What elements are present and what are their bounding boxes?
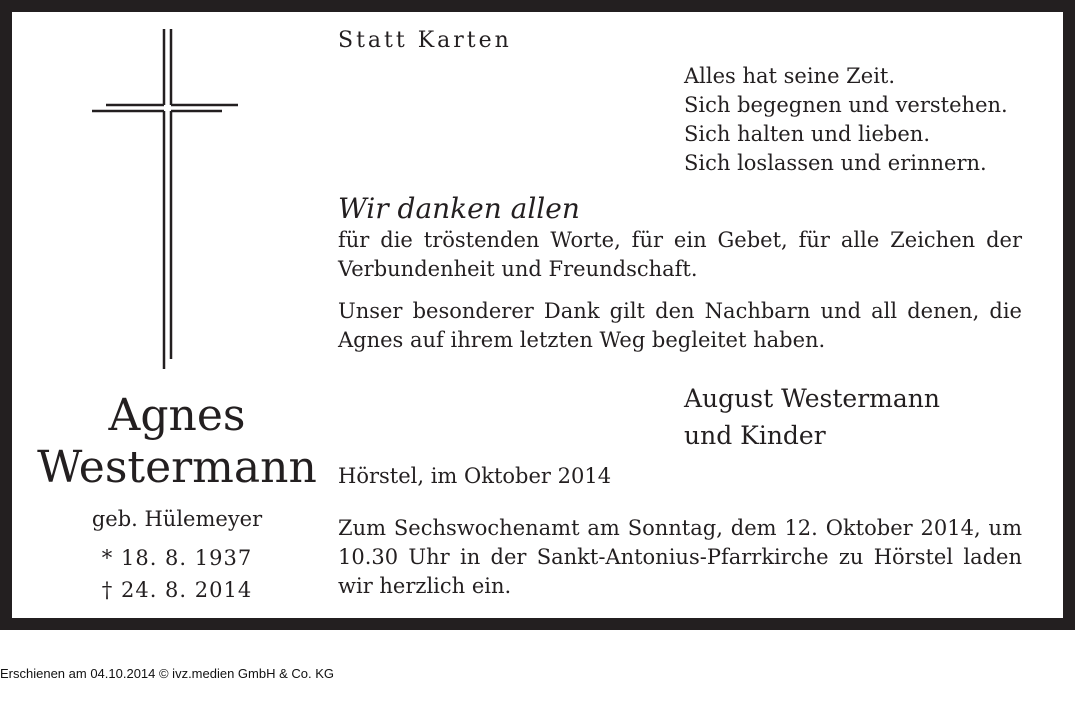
deceased-block <box>32 390 322 606</box>
poem <box>684 62 1008 178</box>
deceased-last-name: Westermann <box>37 442 317 493</box>
signature-line-1: August Westermann <box>684 384 940 413</box>
place-date: Hörstel, im Oktober 2014 <box>338 464 612 488</box>
publication-footer: Erschienen am 04.10.2014 © ivz.medien GmbH & Co. KG <box>0 666 335 681</box>
thanks-paragraph-2: Unser besonderer Dank gilt den Nachbarn und all denen, die Agnes auf ihrem letzten Weg begleitet haben. <box>338 299 1022 352</box>
poem-line: Sich loslassen und erinnern. <box>684 151 987 175</box>
signature-line-2: und Kinder <box>684 421 826 450</box>
cross-icon <box>92 29 242 369</box>
poem-line: Alles hat seine Zeit. <box>684 64 896 88</box>
thanks-paragraph-1: für die tröstenden Worte, für ein Gebet, für alle Zeichen der Verbundenheit und Freundschaft. <box>338 228 1022 281</box>
poem-line: Sich halten und lieben. <box>684 122 930 146</box>
signature <box>684 380 940 454</box>
invitation-text: Zum Sechswochenamt am Sonntag, dem 12. Oktober 2014, um 10.30 Uhr in der Sankt-Antonius-Pfarrkirche zu Hörstel laden wir herzlich ein. <box>338 516 1022 598</box>
poem-line: Sich begegnen und verstehen. <box>684 93 1008 117</box>
deceased-first-name: Agnes <box>108 390 246 441</box>
death-date: † 24. 8. 2014 <box>101 578 253 602</box>
birth-date: * 18. 8. 1937 <box>101 546 253 570</box>
thanks-heading: Wir danken allen <box>338 192 580 225</box>
statt-karten-label: Statt Karten <box>338 28 512 53</box>
birth-name: geb. Hülemeyer <box>91 507 263 531</box>
